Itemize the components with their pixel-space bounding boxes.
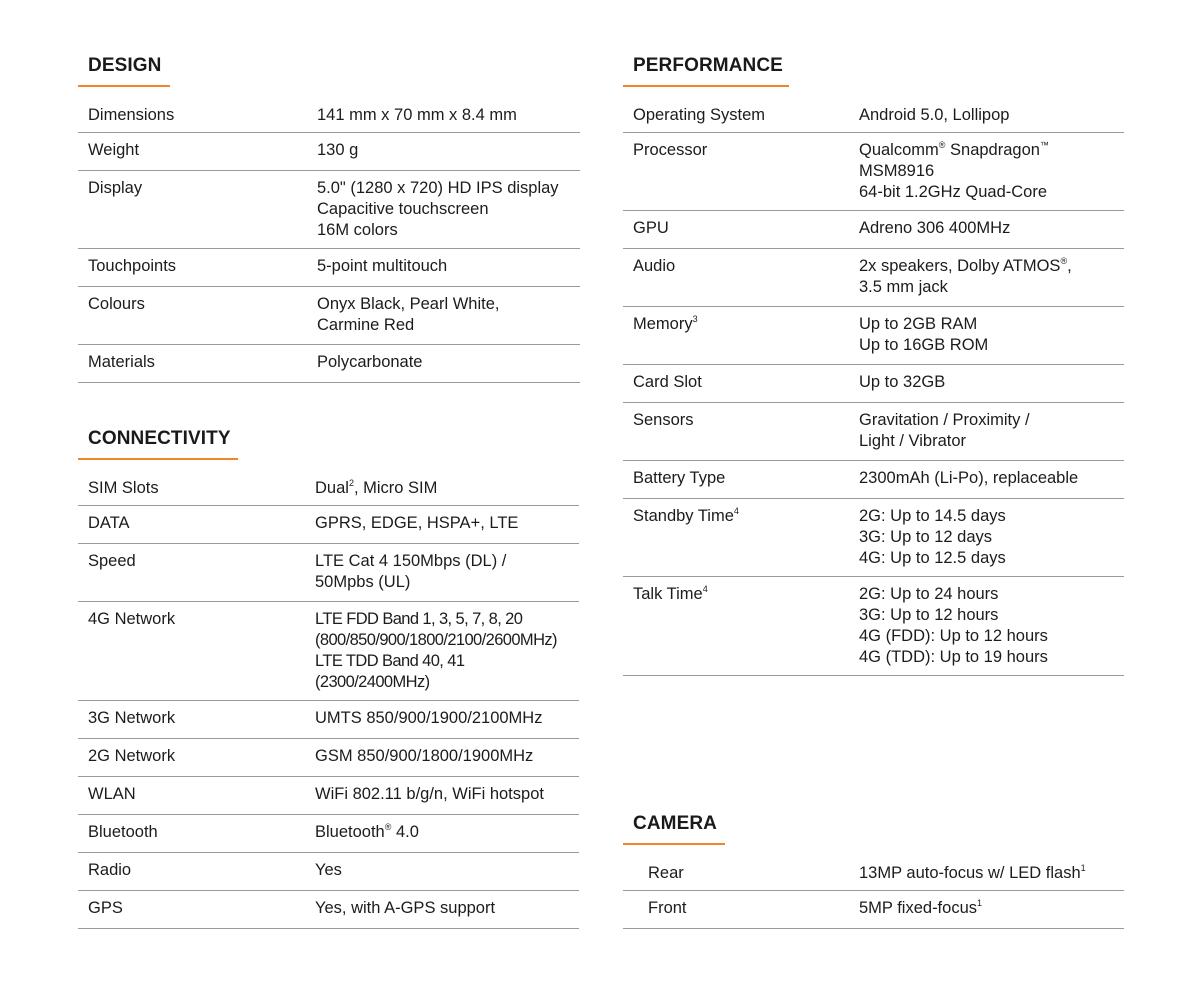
spec-label: GPU <box>633 219 669 237</box>
spec-label: Processor <box>633 141 708 159</box>
camera-title: CAMERA <box>633 813 717 834</box>
spec-value: Yes <box>315 861 342 879</box>
spec-row-touchpoints <box>78 249 580 287</box>
spec-value: Up to 2GB RAM Up to 16GB ROM <box>859 315 989 354</box>
performance-title: PERFORMANCE <box>633 55 783 76</box>
footnote-marker: 4 <box>702 584 708 594</box>
spec-label: Sensors <box>633 411 694 429</box>
spec-value: Yes, with A-GPS support <box>315 899 496 917</box>
spec-label: SIM Slots <box>88 479 159 497</box>
spec-row-sim-slots <box>78 471 579 506</box>
spec-label: 3G Network <box>88 709 176 727</box>
spec-label: Card Slot <box>633 373 702 391</box>
spec-value-text: Snapdragon <box>945 141 1040 159</box>
spec-row-front-camera <box>623 891 1124 929</box>
spec-label: Front <box>648 899 687 917</box>
spec-value-text: 4.0 <box>391 823 419 841</box>
spec-value: 5.0" (1280 x 720) HD IPS display Capacitive touchscreen 16M colors <box>317 179 559 239</box>
spec-row-audio <box>623 249 1124 307</box>
footnote-marker: 4 <box>733 506 739 516</box>
footnote-marker: 2 <box>348 478 354 488</box>
connectivity-title: CONNECTIVITY <box>88 428 231 449</box>
spec-label <box>633 584 708 605</box>
spec-value: Onyx Black, Pearl White, Carmine Red <box>317 295 500 334</box>
spec-row-memory <box>623 307 1124 365</box>
spec-row-display <box>78 171 580 249</box>
camera-title-underline <box>623 843 725 845</box>
spec-value-text: 2x speakers, Dolby ATMOS <box>859 257 1061 275</box>
spec-label-text: Standby Time <box>633 507 734 525</box>
trademark-mark: ™ <box>1039 140 1049 150</box>
spec-row-3g-network <box>78 701 579 739</box>
spec-value-text: 5MP fixed-focus <box>859 899 977 917</box>
spec-value-text: MSM8916 64-bit 1.2GHz Quad-Core <box>859 162 1048 201</box>
spec-label: Bluetooth <box>88 823 158 841</box>
spec-label-text: Memory <box>633 315 693 333</box>
spec-label: Colours <box>88 295 145 313</box>
spec-value: Gravitation / Proximity / Light / Vibrator <box>859 411 1030 450</box>
spec-row-battery-type <box>623 461 1124 499</box>
spec-value-text: , <box>1067 257 1072 275</box>
spec-row-data <box>78 506 579 544</box>
spec-label <box>633 314 698 335</box>
spec-row-gps <box>78 891 579 929</box>
spec-row-talk-time <box>623 577 1124 676</box>
spec-label: Audio <box>633 257 676 275</box>
performance-section <box>623 55 1124 680</box>
footnote-marker: 1 <box>1080 863 1086 873</box>
spec-value: Android 5.0, Lollipop <box>859 106 1010 124</box>
spec-value: 2G: Up to 24 hours 3G: Up to 12 hours 4G (FDD): Up to 12 hours 4G (TDD): Up to 19 hours <box>859 585 1048 666</box>
spec-row-materials <box>78 345 580 383</box>
spec-label: Speed <box>88 552 136 570</box>
spec-row-processor <box>623 133 1124 211</box>
spec-value: 141 mm x 70 mm x 8.4 mm <box>317 106 517 124</box>
spec-value: LTE FDD Band 1, 3, 5, 7, 8, 20 (800/850/900/1800/2100/2600MHz) LTE TDD Band 40, 41 (2300/2400MHz) <box>315 610 557 691</box>
spec-value-text: 3.5 mm jack <box>859 278 948 296</box>
spec-value: GSM 850/900/1800/1900MHz <box>315 747 534 765</box>
camera-section <box>623 813 1124 933</box>
registered-mark: ® <box>384 822 392 832</box>
spec-label: Operating System <box>633 106 766 124</box>
spec-row-card-slot <box>623 365 1124 403</box>
spec-value-text: Qualcomm <box>859 141 939 159</box>
footnote-marker: 1 <box>977 898 983 908</box>
performance-title-underline <box>623 85 789 87</box>
spec-row-sensors <box>623 403 1124 461</box>
spec-value: Polycarbonate <box>317 353 423 371</box>
spec-value: 2300mAh (Li-Po), replaceable <box>859 469 1079 487</box>
spec-label: Materials <box>88 353 155 371</box>
design-title: DESIGN <box>88 55 162 76</box>
spec-value: 5-point multitouch <box>317 257 448 275</box>
spec-value <box>315 822 419 843</box>
registered-mark: ® <box>938 140 946 150</box>
spec-label-text: Talk Time <box>633 585 703 603</box>
spec-value: UMTS 850/900/1900/2100MHz <box>315 709 543 727</box>
spec-row-wlan <box>78 777 579 815</box>
spec-row-2g-network <box>78 739 579 777</box>
spec-value: 130 g <box>317 141 359 159</box>
spec-label: Rear <box>648 864 684 882</box>
spec-label <box>633 506 739 527</box>
spec-row-radio <box>78 853 579 891</box>
spec-row-operating-system <box>623 98 1124 133</box>
registered-mark: ® <box>1060 256 1068 266</box>
spec-value <box>859 256 1072 298</box>
spec-row-4g-network <box>78 602 579 701</box>
spec-value: WiFi 802.11 b/g/n, WiFi hotspot <box>315 785 544 803</box>
spec-value <box>859 863 1086 884</box>
spec-value-text: 13MP auto-focus w/ LED flash <box>859 864 1081 882</box>
spec-value-text: , Micro SIM <box>353 479 438 497</box>
footnote-marker: 3 <box>692 314 698 324</box>
spec-value <box>859 140 1049 203</box>
spec-label: WLAN <box>88 785 136 803</box>
spec-value <box>859 898 982 919</box>
spec-row-standby-time <box>623 499 1124 577</box>
spec-value: Up to 32GB <box>859 373 946 391</box>
spec-row-dimensions <box>78 98 580 133</box>
spec-label: Display <box>88 179 143 197</box>
spec-label: 2G Network <box>88 747 176 765</box>
design-section <box>78 55 580 385</box>
spec-label: 4G Network <box>88 610 176 628</box>
spec-row-speed <box>78 544 579 602</box>
spec-row-rear-camera <box>623 856 1124 891</box>
spec-value: GPRS, EDGE, HSPA+, LTE <box>315 514 519 532</box>
spec-value: LTE Cat 4 150Mbps (DL) / 50Mpbs (UL) <box>315 552 507 591</box>
spec-label: Radio <box>88 861 132 879</box>
spec-value-text: Dual <box>315 479 349 497</box>
spec-value-text: Bluetooth <box>315 823 385 841</box>
spec-label: Battery Type <box>633 469 726 487</box>
spec-label: Weight <box>88 141 140 159</box>
spec-value <box>315 478 437 499</box>
design-title-underline <box>78 85 170 87</box>
spec-label: Touchpoints <box>88 257 177 275</box>
connectivity-section <box>78 428 579 933</box>
spec-row-bluetooth <box>78 815 579 853</box>
connectivity-title-underline <box>78 458 238 460</box>
spec-value: 2G: Up to 14.5 days 3G: Up to 12 days 4G: Up to 12.5 days <box>859 507 1006 567</box>
spec-value: Adreno 306 400MHz <box>859 219 1011 237</box>
spec-row-weight <box>78 133 580 171</box>
spec-label: DATA <box>88 514 130 532</box>
spec-label: Dimensions <box>88 106 175 124</box>
spec-row-gpu <box>623 211 1124 249</box>
spec-label: GPS <box>88 899 123 917</box>
spec-row-colours <box>78 287 580 345</box>
